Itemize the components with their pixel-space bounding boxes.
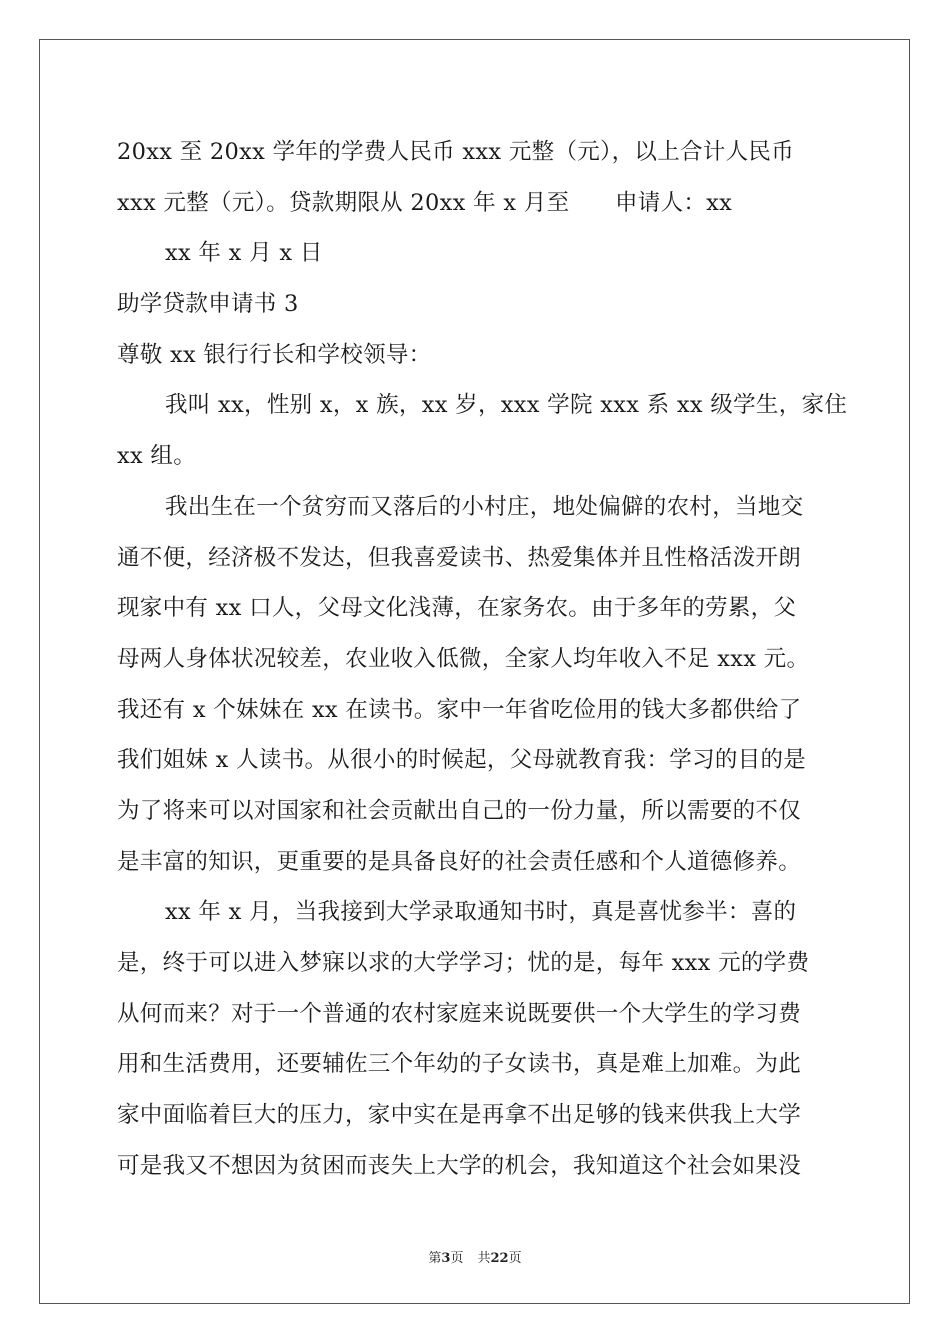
text-line: xxx 元整（元）。贷款期限从 20xx 年 x 月至 申请人：xx bbox=[117, 189, 733, 216]
text-line: 为了将来可以对国家和社会贡献出自己的一份力量，所以需要的不仅 bbox=[117, 797, 802, 824]
text-line: 通不便，经济极不发达，但我喜爱读书、热爱集体并且性格活泼开朗 bbox=[117, 544, 802, 571]
page-prefix: 第 bbox=[428, 1251, 442, 1266]
page-footer bbox=[0, 1247, 950, 1266]
section-title: 助学贷款申请书 3 bbox=[117, 291, 299, 318]
text-line: 我还有 x 个妹妹在 xx 在读书。家中一年省吃俭用的钱大多都供给了 bbox=[117, 696, 802, 723]
text-line: 20xx 至 20xx 学年的学费人民币 xxx 元整（元），以上合计人民币 bbox=[117, 139, 794, 165]
text-line: 从何而来？对于一个普通的农村家庭来说既要供一个大学生的学习费 bbox=[117, 1000, 802, 1027]
total-pages: 22 bbox=[490, 1251, 509, 1266]
text-line: 我们姐妹 x 人读书。从很小的时候起，父母就教育我：学习的目的是 bbox=[117, 747, 807, 774]
text-line: 是，终于可以进入梦寐以求的大学学习；忧的是，每年 xxx 元的学费 bbox=[117, 950, 810, 976]
text-line: xx 组。 bbox=[117, 443, 197, 470]
text-line: 母两人身体状况较差，农业收入低微，全家人均年收入不足 xxx 元。 bbox=[117, 645, 810, 672]
page-number: 3 bbox=[441, 1251, 451, 1266]
text-line: 用和生活费用，还要辅佐三个年幼的子女读书，真是难上加难。为此 bbox=[117, 1051, 802, 1078]
paragraph-start: xx 年 x 月，当我接到大学录取通知书时，真是喜忧参半：喜的 bbox=[165, 899, 797, 926]
text-line: 可是我又不想因为贫困而丧失上大学的机会，我知道这个社会如果没 bbox=[117, 1152, 802, 1179]
text-line: 现家中有 xx 口人，父母文化浅薄，在家务农。由于多年的劳累，父 bbox=[117, 595, 797, 622]
paragraph-start: 我叫 xx，性别 x，x 族，xx 岁，xxx 学院 xxx 系 xx 级学生，家住 bbox=[165, 392, 848, 419]
text-line: 家中面临着巨大的压力，家中实在是再拿不出足够的钱来供我上大学 bbox=[117, 1102, 802, 1129]
total-prefix: 共 bbox=[477, 1251, 491, 1266]
salutation: 尊敬 xx 银行行长和学校领导： bbox=[117, 341, 432, 368]
paragraph-start: 我出生在一个贫穷而又落后的小村庄，地处偏僻的农村，当地交 bbox=[165, 493, 804, 520]
page-suffix: 页 bbox=[450, 1251, 464, 1266]
date-line: xx 年 x 月 x 日 bbox=[165, 240, 323, 267]
document-body bbox=[117, 127, 848, 1191]
text-line: 是丰富的知识，更重要的是具备良好的社会责任感和个人道德修养。 bbox=[117, 848, 802, 875]
total-suffix: 页 bbox=[508, 1251, 522, 1266]
